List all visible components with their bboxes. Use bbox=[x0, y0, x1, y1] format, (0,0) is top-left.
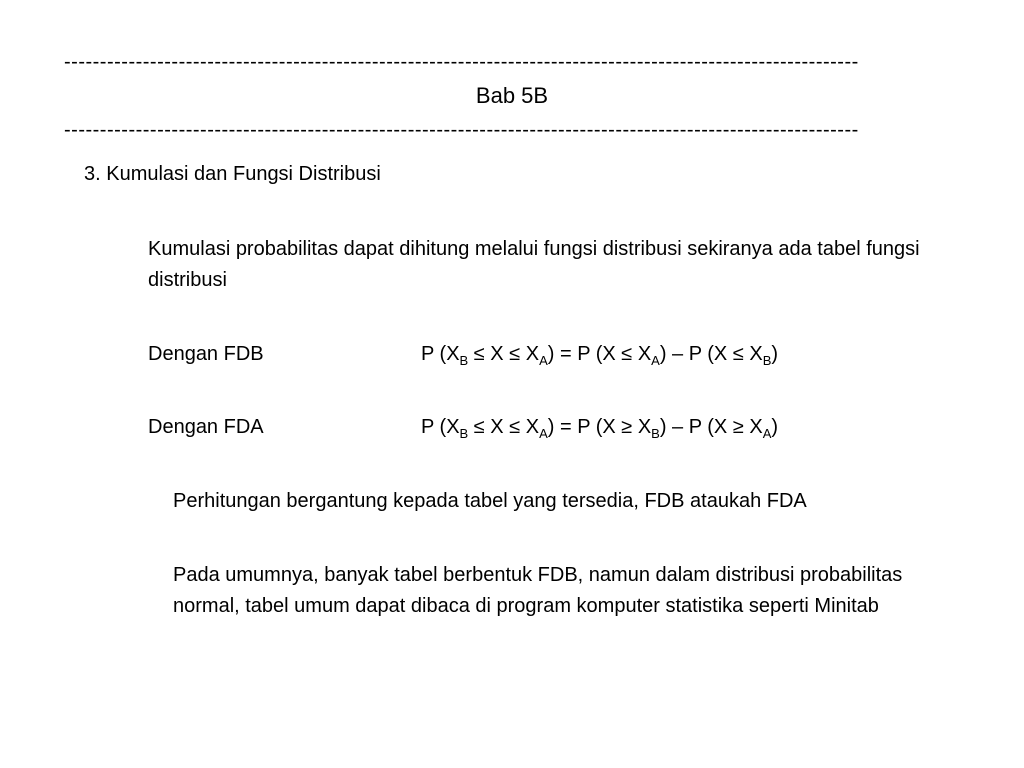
intro-paragraph: Kumulasi probabilitas dapat dihitung melalui fungsi distribusi sekiranya ada tabel fungsi distribusi bbox=[148, 238, 920, 291]
subscript: B bbox=[459, 353, 469, 368]
fdb-formula-row bbox=[148, 340, 908, 368]
calculation-note: Perhitungan bergantung kepada tabel yang tersedia, FDB ataukah FDA bbox=[173, 490, 807, 512]
fdb-formula: P $(X_B \le X \le X_A) = P$ $(X \le X_A) - P$ $(X \le X_B)$ bbox=[421, 343, 779, 368]
subscript: B bbox=[459, 426, 469, 441]
fda-formula-row bbox=[148, 413, 908, 441]
section-heading: 3. Kumulasi dan Fungsi Distribusi bbox=[84, 163, 381, 185]
subscript: A bbox=[651, 353, 660, 368]
subscript: B bbox=[762, 353, 772, 368]
fdb-label: Dengan FDB bbox=[148, 343, 264, 365]
fda-formula: P $(X_B \le X \le X_A) = P$ $(X \ge X_B) - P$ $(X \ge X_A)$ bbox=[421, 416, 779, 441]
subscript: A bbox=[762, 426, 772, 441]
normal-distribution-note: Pada umumnya, banyak tabel berbentuk FDB, namun dalam distribusi probabilitas normal, tabel umum dapat dibaca di program komputer statistika seperti Minitab bbox=[173, 564, 903, 617]
slide-title: Bab 5B bbox=[475, 83, 549, 108]
bottom-dashed-divider: --------------------------------------------------------------------------------------------------------------- bbox=[64, 119, 859, 141]
subscript: B bbox=[651, 426, 660, 441]
subscript: A bbox=[539, 353, 548, 368]
fda-label: Dengan FDA bbox=[148, 416, 264, 438]
top-dashed-divider: --------------------------------------------------------------------------------------------------------------- bbox=[64, 51, 859, 73]
subscript: A bbox=[539, 426, 548, 441]
